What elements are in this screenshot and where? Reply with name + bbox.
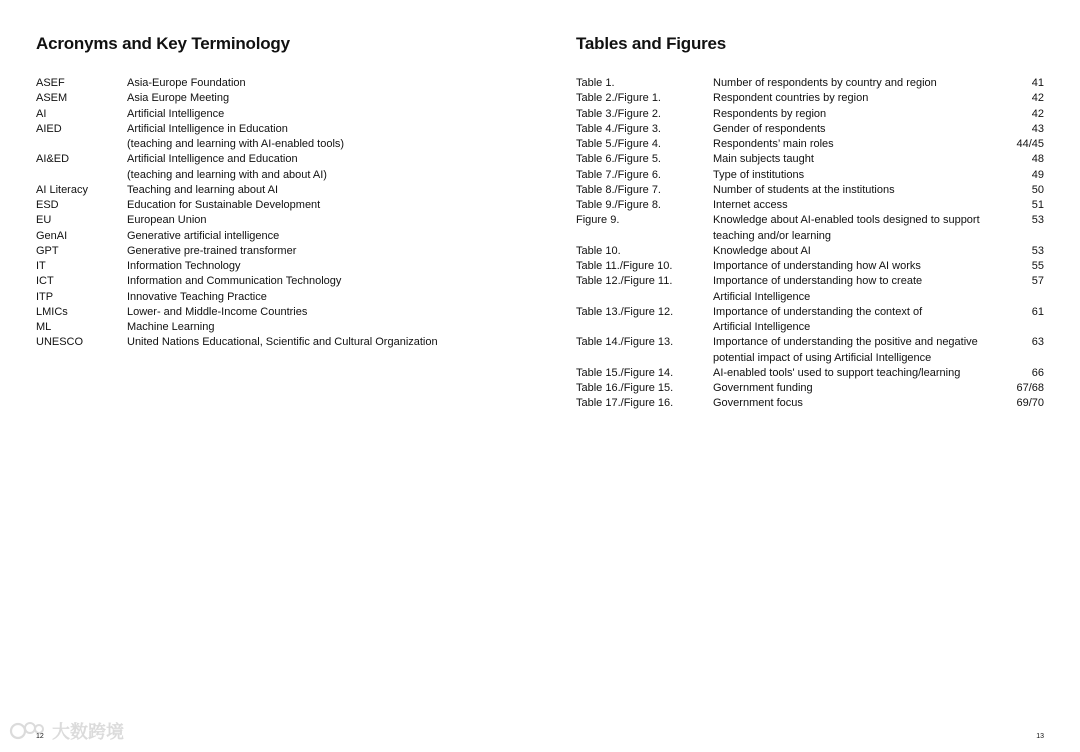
acronym-row (36, 76, 516, 91)
acronym-row (36, 198, 516, 213)
table-figure-title: Importance of understanding the context of (713, 305, 923, 318)
acronyms-heading: Acronyms and Key Terminology (36, 34, 290, 53)
acronym-definition: Innovative Teaching Practice (127, 290, 267, 303)
acronym-row (36, 183, 516, 198)
table-figure-label (576, 229, 713, 244)
acronym-definition: Artificial Intelligence and Education (127, 153, 298, 166)
acronym-definition: Asia-Europe Foundation (127, 77, 246, 89)
acronym-term: AI (36, 107, 47, 120)
acronym-row (36, 320, 516, 335)
table-figure-label: Table 6./Figure 5. (576, 153, 661, 166)
table-figure-page (1004, 351, 1044, 366)
table-figure-title: Gender of respondents (713, 122, 826, 135)
table-figure-row (576, 366, 1044, 381)
table-figure-row (576, 107, 1044, 122)
table-figure-label: Table 11./Figure 10. (576, 260, 673, 272)
watermark (8, 718, 124, 744)
table-figure-page: 42 (1031, 107, 1044, 120)
acronym-definition: Machine Learning (127, 321, 215, 333)
acronym-row (36, 229, 516, 244)
table-figure-label (576, 290, 713, 305)
table-figure-row (576, 305, 1044, 320)
table-figure-row (576, 244, 1044, 259)
acronym-term: ITP (36, 290, 54, 303)
acronym-term: ASEM (36, 92, 68, 105)
table-figure-row (576, 213, 1044, 228)
watermark-text: 大数跨境 (52, 722, 124, 743)
tables-figures-list (576, 76, 1044, 412)
table-figure-title: Respondent countries by region (713, 92, 869, 105)
acronym-definition: United Nations Educational, Scientific and Cultural Organization (127, 336, 438, 349)
table-figure-label (576, 320, 713, 335)
acronym-definition: (teaching and learning with and about AI) (127, 168, 327, 181)
acronym-row (36, 335, 516, 350)
table-figure-page: 63 (1031, 336, 1044, 349)
table-figure-page (1004, 290, 1044, 305)
acronym-term: AIED (36, 122, 62, 135)
acronym-term: ASEF (36, 77, 65, 89)
acronym-term: ML (36, 321, 52, 333)
table-figure-title: Internet access (713, 199, 788, 211)
table-figure-row (576, 183, 1044, 198)
acronym-term: EU (36, 214, 52, 227)
acronym-row (36, 274, 516, 289)
acronym-definition: Asia Europe Meeting (127, 92, 230, 105)
table-figure-page (1004, 229, 1044, 244)
acronym-definition: Information and Communication Technology (127, 275, 342, 288)
table-figure-label: Table 8./Figure 7. (576, 183, 661, 196)
right-page (540, 0, 1080, 752)
table-figure-page: 69/70 (1016, 397, 1044, 410)
acronym-definition: (teaching and learning with AI-enabled tools) (127, 138, 345, 150)
acronym-definition: European Union (127, 214, 207, 227)
table-figure-row (576, 198, 1044, 213)
table-figure-label: Table 12./Figure 11. (576, 275, 673, 288)
table-figure-title: Number of students at the institutions (713, 183, 895, 196)
acronym-row (36, 137, 516, 152)
acronym-definition: Artificial Intelligence in Education (127, 122, 288, 135)
table-figure-row (576, 122, 1044, 137)
table-figure-title: Main subjects taught (713, 153, 814, 166)
table-figure-label: Table 17./Figure 16. (576, 397, 674, 410)
acronym-row (36, 91, 516, 106)
table-figure-title: Respondents by region (713, 107, 827, 120)
table-figure-row (576, 396, 1044, 411)
acronym-row (36, 259, 516, 274)
table-figure-page: 57 (1031, 275, 1044, 288)
table-figure-label: Table 14./Figure 13. (576, 336, 674, 349)
table-figure-title: Respondents’ main roles (713, 138, 834, 150)
table-figure-title: Importance of understanding the positive and negative (713, 336, 978, 349)
table-figure-page: 42 (1031, 92, 1044, 105)
table-figure-page: 41 (1031, 77, 1044, 89)
acronym-definition: Generative pre-trained transformer (127, 244, 297, 257)
page-number-right: 13 (1036, 733, 1044, 740)
table-figure-label: Table 16./Figure 15. (576, 382, 674, 394)
acronym-term: IT (36, 260, 46, 272)
table-figure-row (576, 76, 1044, 91)
table-figure-title: Knowledge about AI-enabled tools designed to support (713, 214, 980, 227)
table-figure-label: Table 3./Figure 2. (576, 107, 661, 120)
acronym-row (36, 152, 516, 167)
table-figure-label: Table 13./Figure 12. (576, 305, 674, 318)
table-figure-row (576, 259, 1044, 274)
table-figure-page (1004, 320, 1044, 335)
page-number-left: 12 (36, 733, 44, 740)
table-figure-page: 61 (1031, 305, 1044, 318)
acronym-term: AI&ED (36, 153, 70, 166)
table-figure-title: teaching and/or learning (713, 229, 832, 242)
table-figure-page: 50 (1031, 183, 1044, 196)
acronyms-list (36, 76, 516, 351)
table-figure-row (576, 91, 1044, 106)
table-figure-label: Table 1. (576, 77, 615, 89)
acronym-term (36, 137, 127, 152)
table-figure-row (576, 152, 1044, 167)
table-figure-label: Table 5./Figure 4. (576, 138, 661, 150)
table-figure-page: 53 (1031, 214, 1044, 227)
table-figure-title: AI-enabled tools' used to support teaching/learning (713, 366, 961, 379)
table-figure-label: Figure 9. (576, 214, 620, 227)
table-figure-page: 55 (1031, 260, 1044, 272)
acronym-definition: Information Technology (127, 260, 241, 272)
acronym-definition: Education for Sustainable Development (127, 199, 321, 211)
table-figure-title: Importance of understanding how AI works (713, 260, 921, 272)
table-figure-title: Government focus (713, 397, 803, 410)
acronym-definition: Teaching and learning about AI (127, 183, 279, 196)
table-figure-row (576, 229, 1044, 244)
table-figure-page: 48 (1031, 153, 1044, 166)
table-figure-label: Table 7./Figure 6. (576, 168, 661, 181)
table-figure-page: 66 (1031, 366, 1044, 379)
table-figure-row (576, 274, 1044, 289)
table-figure-label (576, 351, 713, 366)
table-figure-row (576, 137, 1044, 152)
watermark-logo-icon (8, 719, 48, 743)
table-figure-page: 44/45 (1016, 138, 1044, 150)
table-figure-title: Artificial Intelligence (713, 321, 811, 333)
table-figure-page: 67/68 (1016, 382, 1044, 394)
table-figure-row (576, 381, 1044, 396)
acronym-term: GPT (36, 244, 59, 257)
tables-figures-heading: Tables and Figures (576, 34, 727, 53)
acronym-row (36, 290, 516, 305)
table-figure-title: potential impact of using Artificial Intelligence (713, 351, 932, 364)
acronym-term: GenAI (36, 229, 68, 242)
acronym-row (36, 122, 516, 137)
table-figure-row (576, 290, 1044, 305)
table-figure-page: 49 (1031, 168, 1044, 181)
table-figure-title: Artificial Intelligence (713, 290, 811, 303)
acronym-term: ESD (36, 199, 59, 211)
acronym-definition: Lower- and Middle-Income Countries (127, 305, 308, 318)
table-figure-row (576, 335, 1044, 350)
acronym-term: UNESCO (36, 336, 84, 349)
acronym-term: ICT (36, 275, 54, 288)
acronym-term: LMICs (36, 305, 68, 318)
table-figure-title: Knowledge about AI (713, 244, 811, 257)
table-figure-row (576, 351, 1044, 366)
table-figure-title: Government funding (713, 382, 813, 394)
table-figure-title: Number of respondents by country and region (713, 77, 937, 89)
table-figure-page: 51 (1031, 199, 1044, 211)
acronym-definition: Generative artificial intelligence (127, 229, 280, 242)
table-figure-page: 43 (1031, 122, 1044, 135)
table-figure-label: Table 15./Figure 14. (576, 366, 674, 379)
table-figure-page: 53 (1031, 244, 1044, 257)
acronym-row (36, 244, 516, 259)
acronym-definition: Artificial Intelligence (127, 107, 225, 120)
table-figure-row (576, 168, 1044, 183)
table-figure-label: Table 10. (576, 244, 621, 257)
acronym-term: AI Literacy (36, 183, 88, 196)
acronym-row (36, 168, 516, 183)
table-figure-title: Importance of understanding how to create (713, 275, 923, 288)
table-figure-label: Table 9./Figure 8. (576, 199, 661, 211)
table-figure-title: Type of institutions (713, 168, 805, 181)
table-figure-label: Table 4./Figure 3. (576, 122, 661, 135)
acronym-term (36, 168, 127, 183)
acronym-row (36, 107, 516, 122)
acronym-row (36, 305, 516, 320)
table-figure-label: Table 2./Figure 1. (576, 92, 661, 105)
acronym-row (36, 213, 516, 228)
table-figure-row (576, 320, 1044, 335)
